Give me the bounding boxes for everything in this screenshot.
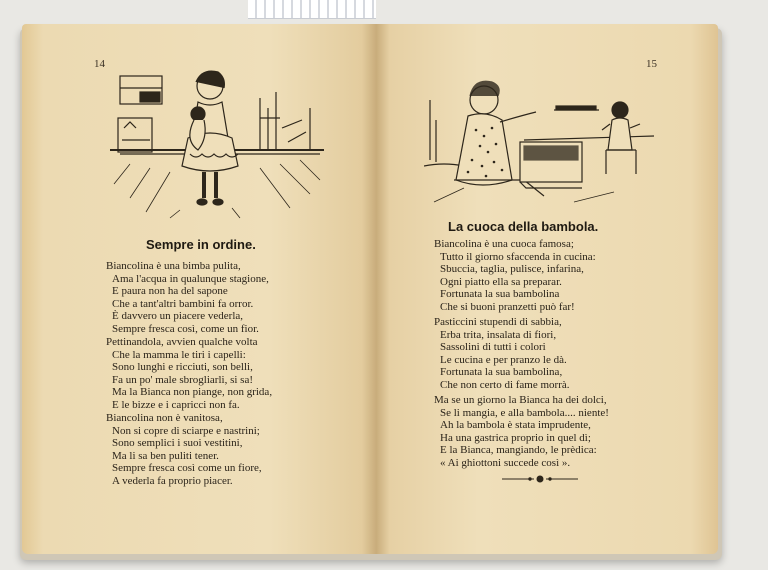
stanza-2 <box>434 316 570 392</box>
page-number: 14 <box>94 58 105 70</box>
verse-line: Fa un po' male sbrogliarli, si sa! <box>112 373 253 386</box>
girl-with-doll-illustration <box>110 68 324 228</box>
verse-line: Fortunata la sua bambolina, <box>440 366 563 379</box>
verse-line: È davvero un piacere vederla, <box>112 310 244 323</box>
verse-line: Sempre fresca così, come un fior. <box>112 322 259 335</box>
verse-line: Biancolina non è vanitosa, <box>106 412 223 424</box>
verse-line: Biancolina è una bimba pulita, <box>106 260 241 272</box>
poem-title: La cuoca della bambola. <box>448 219 599 234</box>
stanza-1 <box>434 238 596 314</box>
page-number: 15 <box>646 58 657 70</box>
verse-line: Che si buoni pranzetti può far! <box>440 300 575 313</box>
stanza-1 <box>106 260 269 336</box>
verse-line: Le cucina e per pranzo le dà. <box>440 353 567 366</box>
verse-line: Ah la bambola è stata imprudente, <box>440 419 591 432</box>
verse-line: Ma la Bianca non piange, non grida, <box>112 386 273 399</box>
poem-title: Sempre in ordine. <box>146 237 256 252</box>
verse-line: Che non certo di fame morrà. <box>440 378 570 391</box>
stanza-2 <box>106 336 272 412</box>
verse-line: Sono lunghi e ricciuti, son belli, <box>112 361 253 374</box>
girl-cooking-illustration <box>424 70 654 220</box>
verse-line: « Ai ghiottoni succede così ». <box>440 456 571 469</box>
right-page <box>376 24 718 554</box>
verse-line: Tutto il giorno sfaccenda in cucina: <box>440 250 596 263</box>
left-page <box>22 24 376 554</box>
verse-line: Se li mangia, e alla bambola.... niente! <box>440 406 609 419</box>
verse-line: Che a tant'altri bambini fa orror. <box>112 297 254 310</box>
verse-line: Sassolini di tutti i colori <box>440 341 546 354</box>
verse-line: Pettinandola, avvien qualche volta <box>106 336 258 348</box>
verse-line: Ama l'acqua in qualunque stagione, <box>112 272 269 285</box>
verse-line: Erba trita, insalata di fiori, <box>440 328 557 341</box>
verse-line: Sbuccia, taglia, pulisce, infarina, <box>440 263 584 276</box>
verse-line: Ma li sa ben puliti tener. <box>112 449 219 462</box>
verse-line: Ha una gastrica proprio in quel dì; <box>440 431 591 444</box>
stanza-3 <box>106 412 262 488</box>
verse-line: Biancolina è una cuoca famosa; <box>434 238 574 250</box>
verse-line: E paura non ha del sapone <box>112 285 228 298</box>
verse-line: Sempre fresca così come un fiore, <box>112 462 262 475</box>
verse-line: Fortunata la sua bambolina <box>440 288 560 301</box>
top-edge-tab <box>248 0 376 19</box>
verse-line: Non si copre di sciarpe e nastrini; <box>112 424 260 437</box>
verse-line: Che la mamma le tiri i capelli: <box>112 348 246 361</box>
end-ornament <box>500 474 580 484</box>
verse-line: E la Bianca, mangiando, le prèdica: <box>440 444 597 457</box>
stanza-3 <box>434 394 609 470</box>
verse-line: A vederla fa proprio piacer. <box>112 474 233 487</box>
verse-line: E le bizze e i capricci non fa. <box>112 398 240 411</box>
verse-line: Pasticcini stupendi di sabbia, <box>434 316 562 328</box>
verse-line: Sono semplici i suoi vestitini, <box>112 437 243 450</box>
verse-line: Ma se un giorno la Bianca ha dei dolci, <box>434 394 607 406</box>
verse-line: Ogni piatto ella sa preparar. <box>440 275 562 288</box>
